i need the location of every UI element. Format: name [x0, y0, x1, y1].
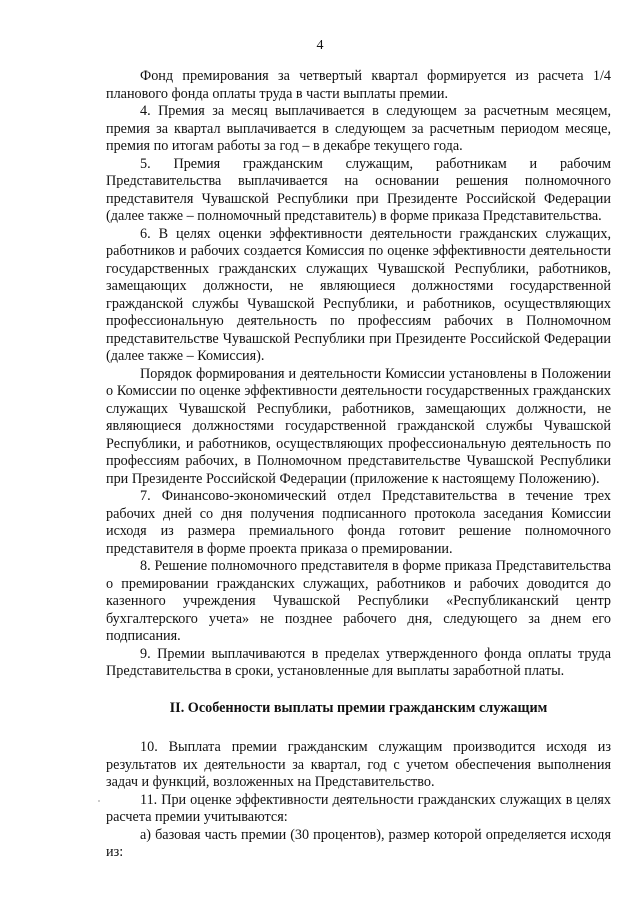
- page-number: 4: [316, 38, 324, 53]
- paragraph-11: 11. При оценке эффективности деятельности гражданских служащих в целях расчета премии учитываются:: [106, 791, 611, 825]
- paragraph-5: 5. Премия гражданским служащим, работникам и рабочим Представительства выплачивается на основании решения полномочного представителя Чувашской Республики при Президенте Российской Федерации (далее также – полномочный представитель) в форме приказа Представительства.: [106, 155, 611, 224]
- scan-speck: [98, 800, 100, 802]
- paragraph-commission-procedure: Порядок формирования и деятельности Комиссии установлены в Положении о Комиссии по оценке эффективности деятельности государственных гражданских служащих Чувашской Республики, работников, замещающих должности, не являющиеся должностями государственной гражданской службы Чувашской Республики, и работников, осуществляющих профессиональную деятельность по профессиям рабочих, в Полномочном представительстве Чувашской Республики при Президенте Российской Федерации (приложение к настоящему Положению).: [106, 365, 611, 487]
- paragraph-11a: а) базовая часть премии (30 процентов), размер которой определяется исходя из:: [106, 826, 611, 860]
- paragraph-9: 9. Премии выплачиваются в пределах утвержденного фонда оплаты труда Представительства в сроки, установленные для выплаты заработной платы.: [106, 645, 611, 679]
- paragraph-bonus-fund-q4: Фонд премирования за четвертый квартал формируется из расчета 1/4 планового фонда оплаты труда в части выплаты премии.: [106, 68, 611, 102]
- paragraph-10: 10. Выплата премии гражданским служащим производится исходя из результатов их деятельности за квартал, год с учетом обеспечения выполнения задач и функций, возложенных на Представительство.: [106, 739, 611, 790]
- section-heading: II. Особенности выплаты премии гражданским служащим: [169, 699, 548, 716]
- paragraph-8: 8. Решение полномочного представителя в форме приказа Представительства о премировании гражданских служащих, работников и рабочих доводится до казенного учреждения Чувашской Республики «Республиканский центр бухгалтерского учета» не позднее рабочего дня, следующего за днем его подписания.: [106, 558, 611, 644]
- paragraph-7: 7. Финансово-экономический отдел Представительства в течение трех рабочих дней со дня получения подписанного протокола заседания Комиссии исходя из размера премиального фонда готовит решение полномочного представителя в форме проекта приказа о премировании.: [106, 488, 611, 557]
- paragraph-4: 4. Премия за месяц выплачивается в следующем за расчетным месяцем, премия за квартал выплачивается в следующем за расчетным периодом месяце, премия по итогам работы за год – в декабре текущего года.: [106, 103, 611, 154]
- document-body: [106, 68, 611, 862]
- paragraph-6: 6. В целях оценки эффективности деятельности гражданских служащих, работников и рабочих создается Комиссия по оценке эффективности деятельности государственных гражданских служащих Чувашской Республики, работников, замещающих должности, не являющиеся должностями государственной гражданской службы Чувашской Республики, и работников, осуществляющих профессиональную деятельность по профессиям рабочих в Полномочном представительстве Чувашской Республики при Президенте Российской Федерации (далее также – Комиссия).: [106, 225, 611, 364]
